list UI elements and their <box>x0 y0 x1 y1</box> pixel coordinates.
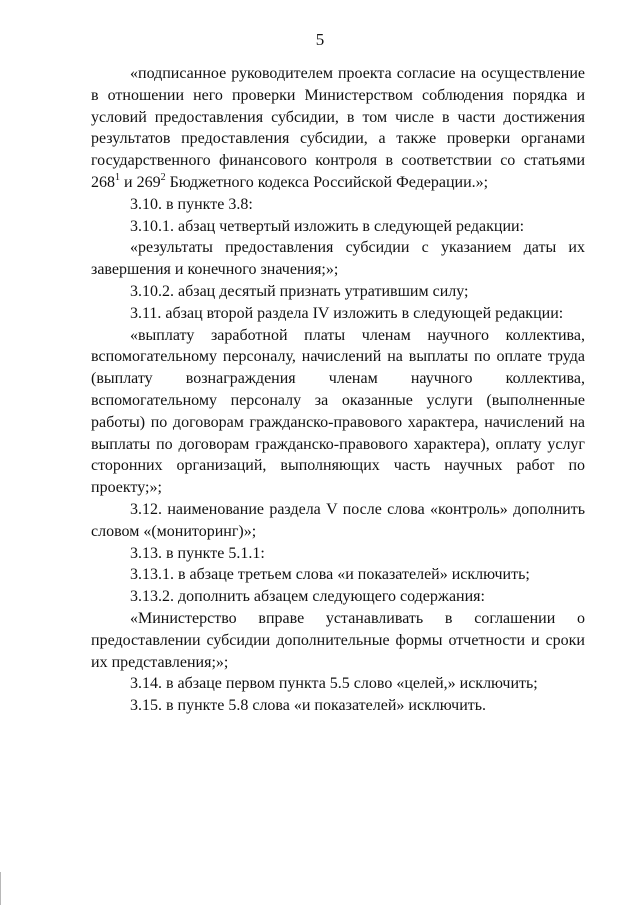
page-number: 5 <box>315 30 325 49</box>
paragraph-text: «подписанное руководителем проекта согласие на осуществление в отношении него проверки Министерством соблюдения порядка и условий предоставления субсидии, в том числе в части достижения результатов предоставления субсидии, а также проверки органами государственного финансового контроля в соответствии со статьями 268 <box>91 65 585 191</box>
paragraph-salary-quote: «выплату заработной платы членам научного коллектива, вспомогательному персоналу, начислений на выплаты по оплате труда (выплату вознаграждения членам научного коллектива, вспомогательному персоналу за оказанные услуги (выполненные работы) по договорам гражданско-правового характера, начислений на выплаты по договорам гражданско-правового характера), оплату услуг сторонних организаций, выполняющих часть научных работ по проекту;»; <box>91 326 585 497</box>
superscript: 2 <box>160 171 166 183</box>
paragraph-ministry-quote: «Министерство вправе устанавливать в соглашении о предоставлении субсидии дополнительные формы отчетности и сроки их представления;»; <box>91 609 585 671</box>
paragraph-signed-consent <box>91 63 585 194</box>
paragraph-3-13: 3.13. в пункте 5.1.1: <box>130 544 265 562</box>
paragraph-results-quote: «результаты предоставления субсидии с указанием даты их завершения и конечного значения;»; <box>91 239 585 279</box>
paragraph-3-13-1: 3.13.1. в абзаце третьем слова «и показателей» исключить; <box>130 566 530 584</box>
paragraph-3-15: 3.15. в пункте 5.8 слова «и показателей» исключить. <box>130 697 487 715</box>
paragraph-text: Бюджетного кодекса Российской Федерации.»; <box>165 173 489 191</box>
paragraph-3-12: 3.12. наименование раздела V после слова «контроль» дополнить словом «(мониторинг)»; <box>91 500 585 540</box>
paragraph-text: и 269 <box>120 173 161 191</box>
document-body <box>91 63 585 717</box>
paragraph-3-10-1: 3.10.1. абзац четвертый изложить в следующей редакции: <box>130 217 525 235</box>
superscript: 1 <box>115 171 120 183</box>
paragraph-3-10: 3.10. в пункте 3.8: <box>130 195 253 213</box>
paragraph-3-14: 3.14. в абзаце первом пункта 5.5 слово «целей,» исключить; <box>130 675 538 693</box>
paragraph-3-11: 3.11. абзац второй раздела IV изложить в следующей редакции: <box>130 304 564 322</box>
paragraph-3-13-2: 3.13.2. дополнить абзацем следующего содержания: <box>130 588 485 606</box>
paragraph-3-10-2: 3.10.2. абзац десятый признать утратившим силу; <box>130 282 469 300</box>
scan-edge-mark <box>0 872 1 905</box>
